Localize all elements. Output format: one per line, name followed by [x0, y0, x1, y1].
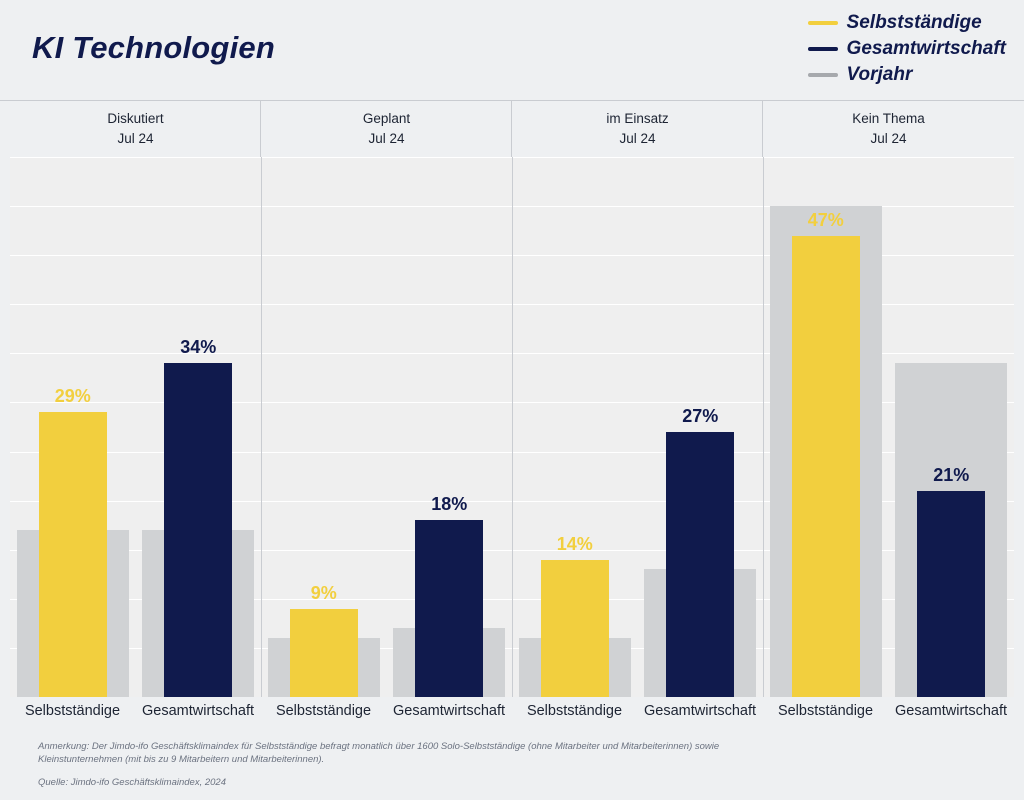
group-header-geplant: [261, 101, 512, 157]
bar-gesamtwirtschaft: [666, 432, 734, 697]
bar-selbststaendige: [792, 236, 860, 697]
bar-value-label: 14%: [556, 533, 593, 554]
chart-legend: [808, 12, 1006, 86]
legend-item-selbststaendige: [808, 12, 1006, 34]
group-name-kein-thema: Kein Thema: [852, 111, 925, 127]
bar-selbststaendige: [290, 609, 358, 697]
footnote-anmerkung: Anmerkung: Der Jimdo-ifo Geschäftsklimaindex für Selbstständige befragt monatlich über 1600 Solo-Selbstständige (ohne Mitarbeiter und Mitarbeiterinnen) sowie Kleinstunternehmen (mit bis zu 9 Mitarbeitern und Mitarbeiterinnen).: [38, 741, 720, 765]
bar-value-label: 34%: [180, 337, 217, 358]
page-title: KI Technologien: [32, 30, 275, 65]
group-name-geplant: Geplant: [362, 111, 411, 127]
bar-value-label: 29%: [54, 386, 91, 407]
x-label-6: Selbstständige: [777, 703, 874, 719]
footnote-quelle: Quelle: Jimdo-ifo Geschäftsklimaindex, 2024: [38, 777, 226, 788]
bar-value-label: 27%: [682, 405, 719, 426]
group-period-im-einsatz: Jul 24: [619, 131, 656, 146]
group-header-diskutiert: [10, 101, 261, 157]
legend-item-vorjahr: [808, 64, 1006, 86]
bar-value-label: 18%: [431, 494, 468, 515]
legend-swatch-gesamtwirtschaft: [808, 47, 838, 51]
legend-label-selbststaendige: Selbstständige: [846, 12, 982, 33]
group-name-diskutiert: Diskutiert: [107, 111, 164, 127]
x-label-5: Gesamtwirtschaft: [644, 703, 756, 719]
x-label-7: Gesamtwirtschaft: [895, 703, 1007, 719]
bar-gesamtwirtschaft: [917, 491, 985, 697]
legend-label-gesamtwirtschaft: Gesamtwirtschaft: [846, 38, 1006, 59]
group-name-im-einsatz: im Einsatz: [606, 111, 669, 127]
bar-value-label: 21%: [933, 464, 970, 485]
legend-swatch-vorjahr: [808, 73, 838, 77]
group-period-kein-thema: Jul 24: [870, 131, 907, 146]
x-axis: [0, 697, 1024, 737]
x-label-0: Selbstständige: [24, 703, 121, 719]
chart-plot-area: [0, 157, 1024, 697]
bar-gesamtwirtschaft: [415, 520, 483, 697]
group-separator: [763, 157, 764, 697]
chart-footnotes: [0, 737, 1024, 800]
group-header-kein-thema: [763, 101, 1014, 157]
group-separator: [512, 157, 513, 697]
x-label-2: Selbstständige: [275, 703, 372, 719]
bar-value-label: 9%: [310, 582, 337, 603]
group-header-band: [0, 100, 1024, 158]
bar-selbststaendige: [541, 560, 609, 697]
bar-selbststaendige: [39, 412, 107, 697]
group-period-geplant: Jul 24: [368, 131, 405, 146]
group-separator: [261, 157, 262, 697]
bar-gesamtwirtschaft: [164, 363, 232, 697]
group-period-diskutiert: Jul 24: [117, 131, 154, 146]
x-label-3: Gesamtwirtschaft: [393, 703, 505, 719]
legend-item-gesamtwirtschaft: [808, 38, 1006, 60]
legend-swatch-selbststaendige: [808, 21, 838, 25]
group-header-im-einsatz: [512, 101, 763, 157]
legend-label-vorjahr: Vorjahr: [846, 64, 913, 85]
x-label-4: Selbstständige: [526, 703, 623, 719]
x-label-1: Gesamtwirtschaft: [142, 703, 254, 719]
chart-header: [0, 0, 1024, 100]
bar-value-label: 47%: [807, 209, 844, 230]
